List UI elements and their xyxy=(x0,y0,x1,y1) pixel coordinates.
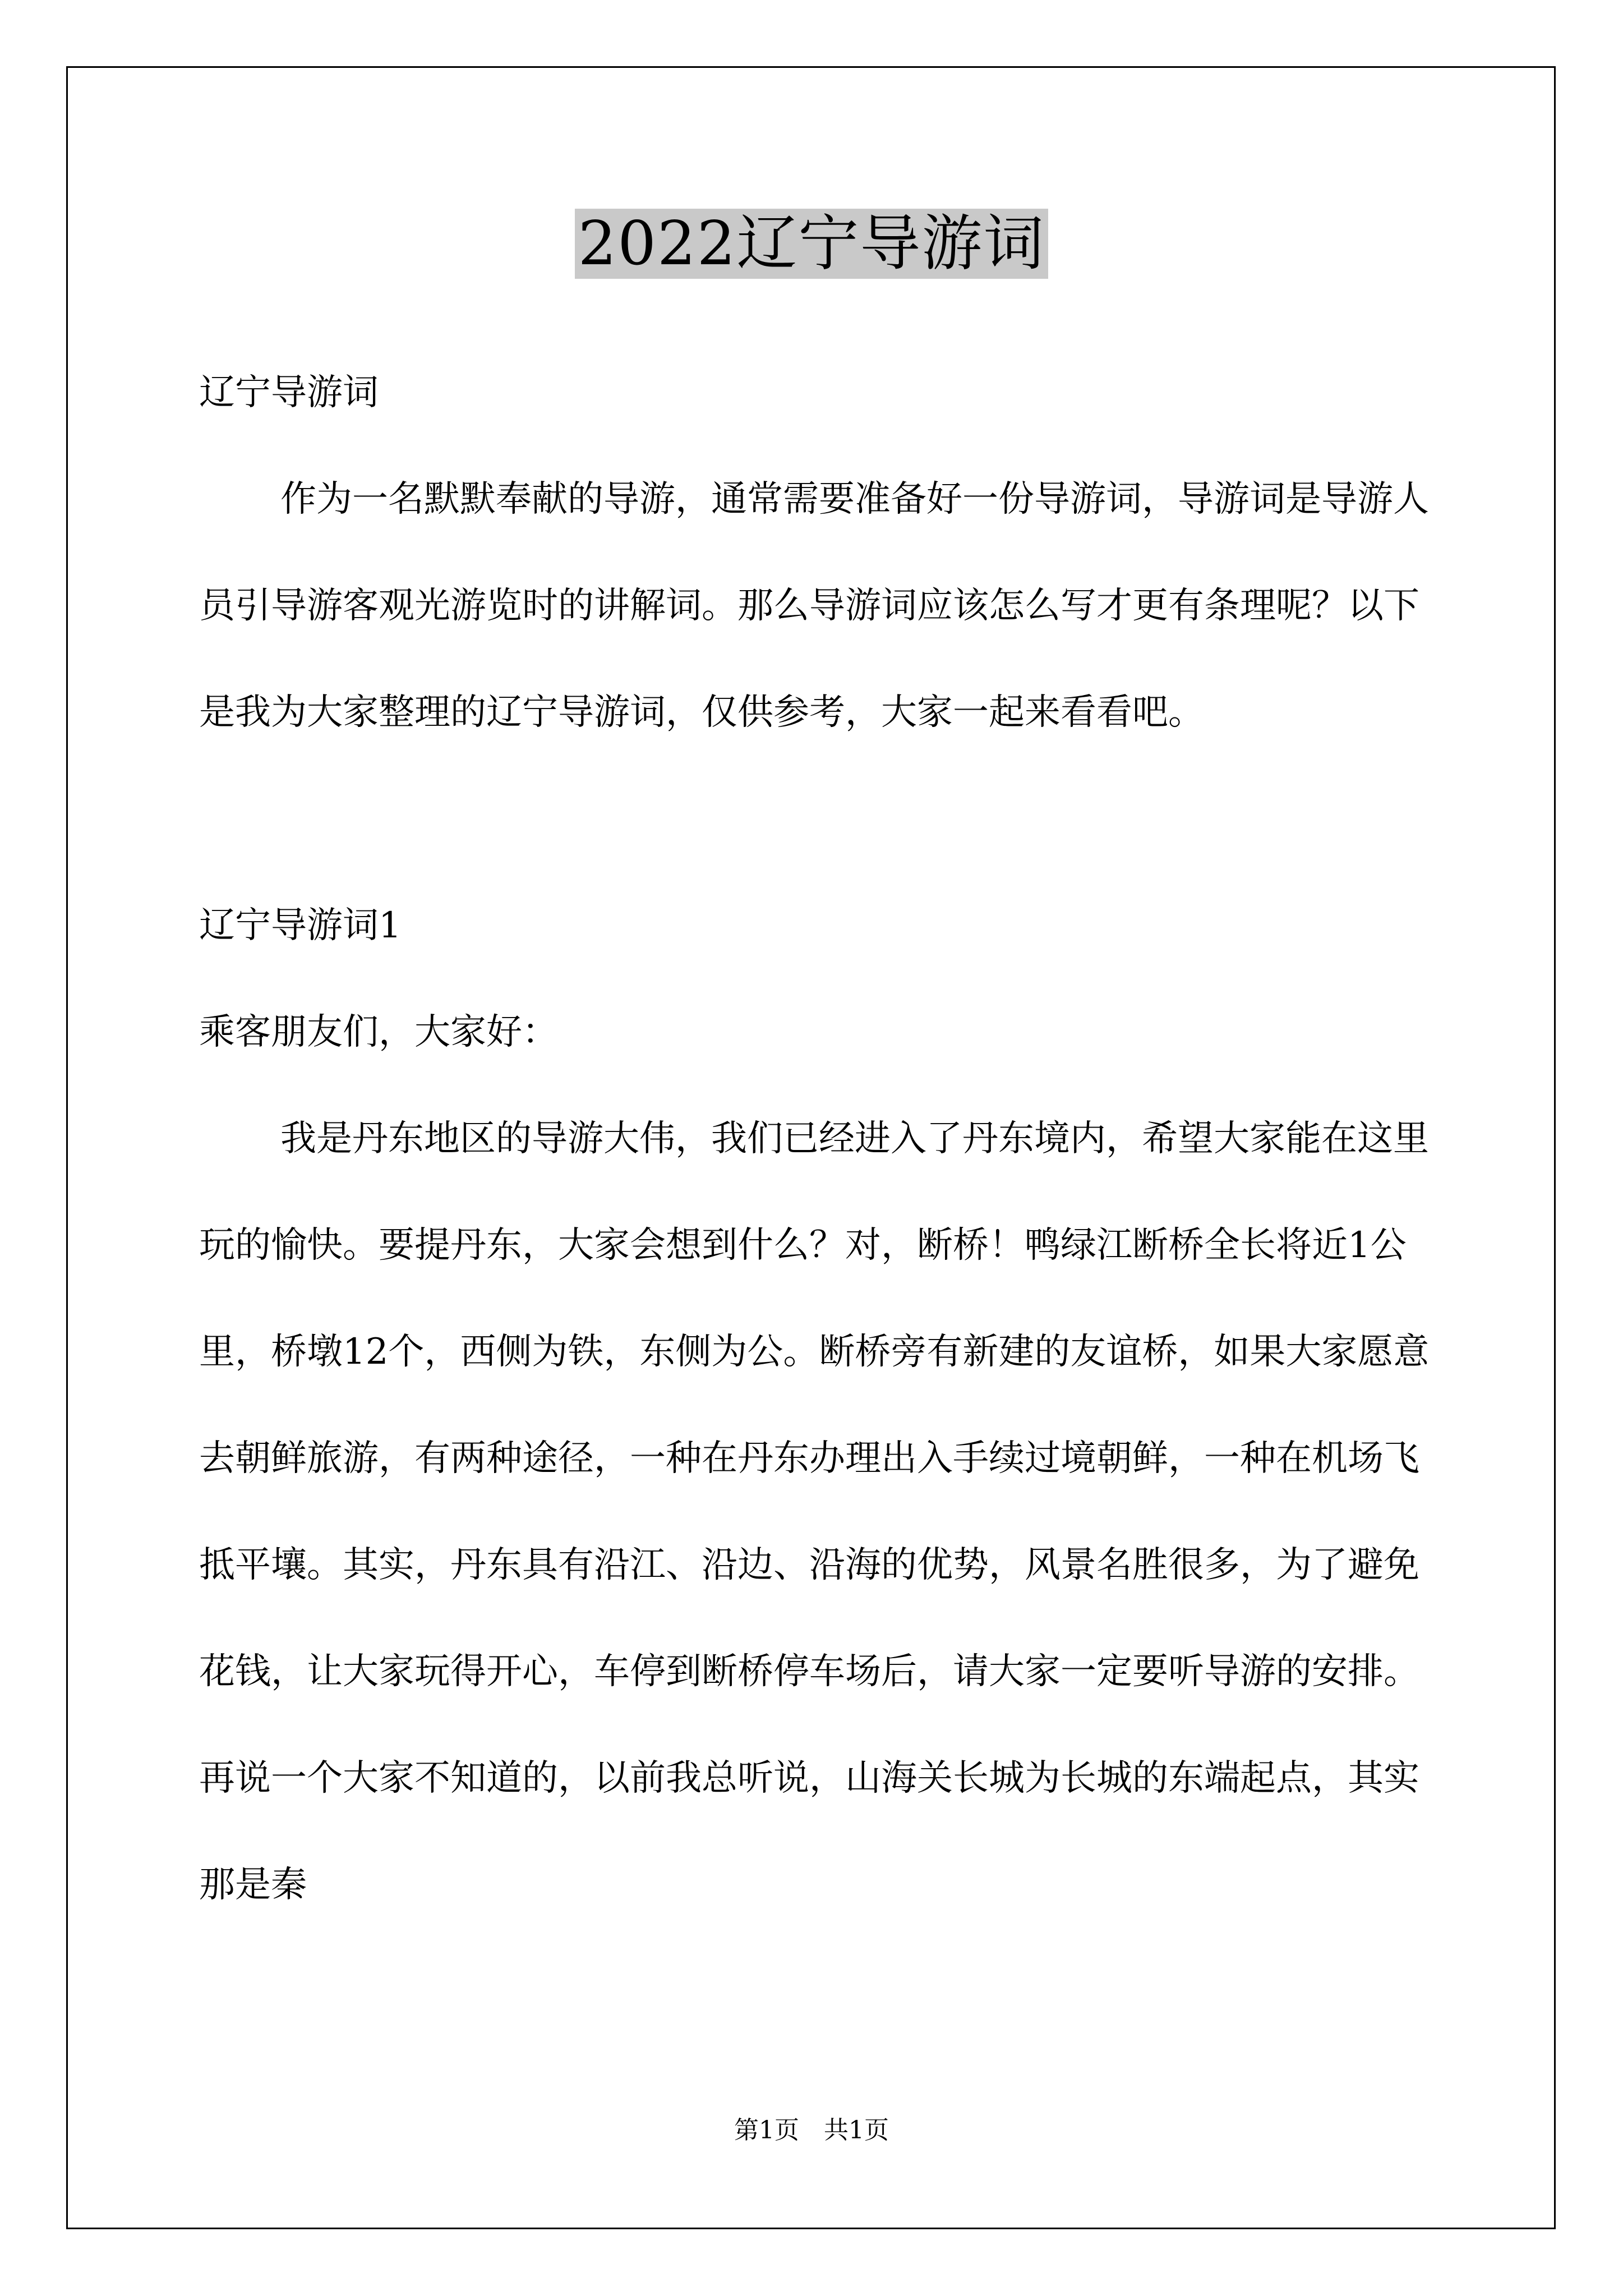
intro-paragraph: 作为一名默默奉献的导游，通常需要准备好一份导游词，导游词是导游人员引导游客观光游览时的讲解词。那么导游词应该怎么写才更有条理呢？以下是我为大家整理的辽宁导游词，仅供参考，大家一起来看看吧。 xyxy=(199,478,1429,733)
document-body xyxy=(199,339,1433,1938)
greeting: 乘客朋友们，大家好： xyxy=(199,1011,558,1053)
page-footer xyxy=(0,2114,1623,2147)
body-paragraph: 我是丹东地区的导游大伟，我们已经进入了丹东境内，希望大家能在这里玩的愉快。要提丹东，大家会想到什么？对，断桥！鸭绿江断桥全长将近1公里，桥墩12个，西侧为铁，东侧为公。断桥旁有新建的友谊桥，如果大家愿意去朝鲜旅游，有两种途径，一种在丹东办理出入手续过境朝鲜，一种在机场飞抵平壤。其实，丹东具有沿江、沿边、沿海的优势，风景名胜很多，为了避免花钱，让大家玩得开心，车停到断桥停车场后，请大家一定要听导游的安排。再说一个大家不知道的，以前我总听说，山海关长城为长城的东端起点，其实那是秦 xyxy=(199,1118,1430,1906)
page-number: 第1页 xyxy=(734,2116,799,2145)
section-heading: 辽宁导游词1 xyxy=(199,905,402,946)
document-title xyxy=(0,202,1623,286)
paragraph-gap xyxy=(199,766,1433,872)
page-total: 共1页 xyxy=(824,2116,889,2145)
subtitle: 辽宁导游词 xyxy=(199,372,379,413)
title-text: 2022辽宁导游词 xyxy=(575,209,1049,279)
